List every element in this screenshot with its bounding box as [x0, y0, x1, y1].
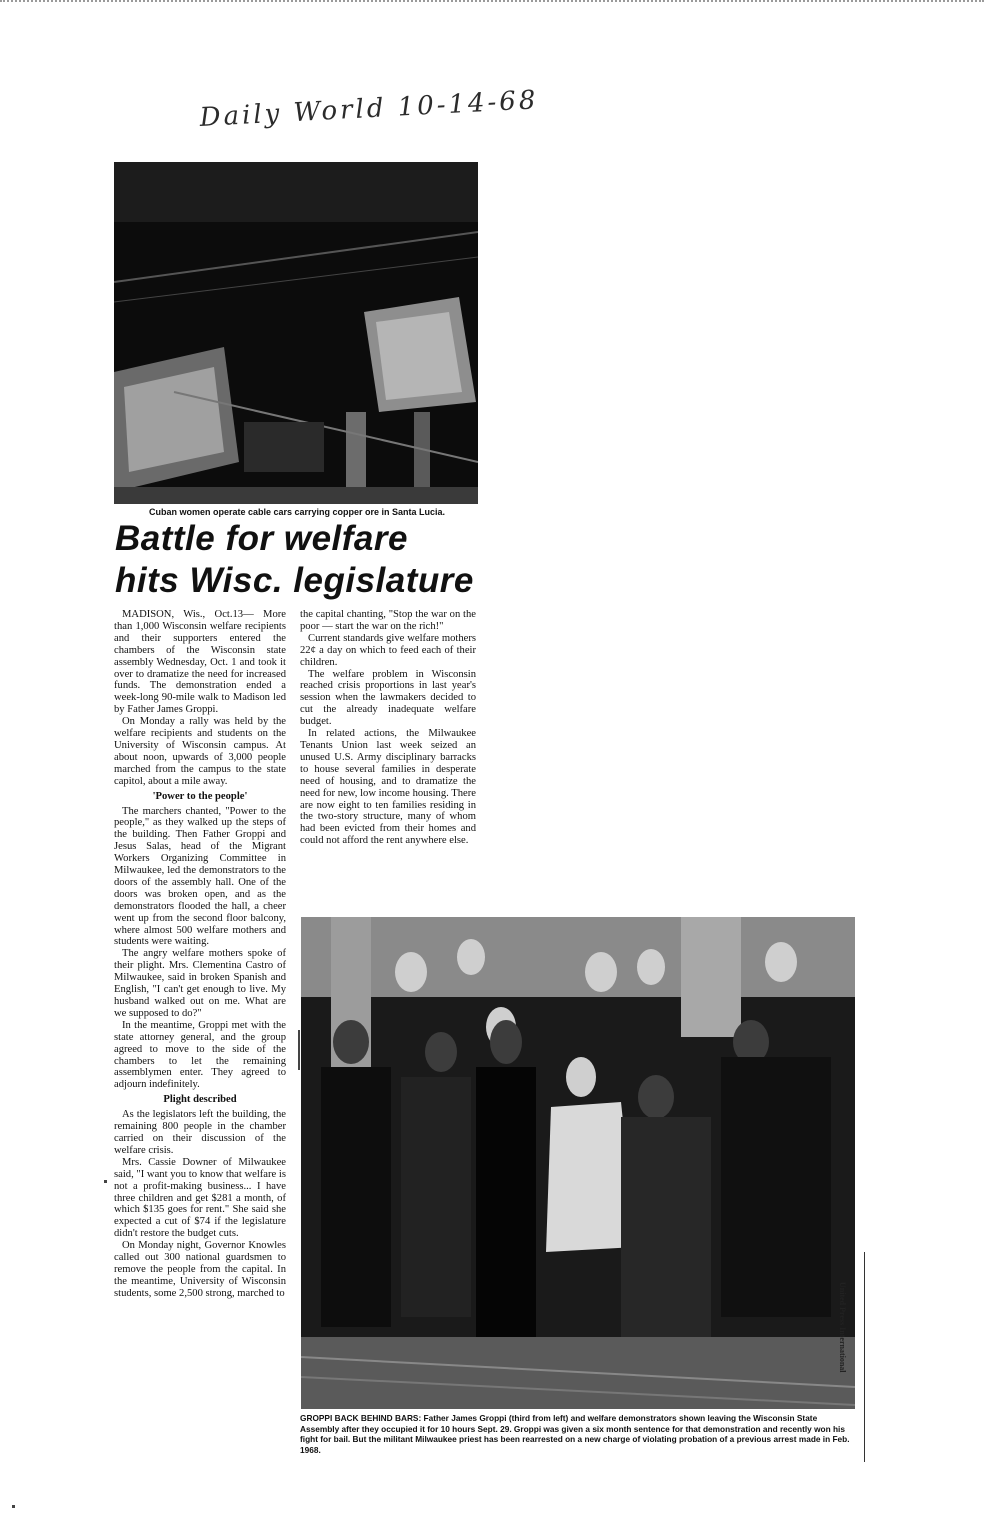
handwritten-date-note: Daily World 10-14-68: [198, 85, 540, 133]
photo-credit: United Press International: [838, 1282, 847, 1373]
page-top-perforation: [0, 0, 984, 2]
demonstrators-photo: [301, 917, 855, 1409]
caption-text: Father James Groppi (third from left) and welfare demonstrators shown leaving the Wisconsin State Assembly after they occupied it for 10 hours Sept. 29. Groppi was given a six month sentence for that demonstration and recently won his fight for bail. But the militant Milwaukee priest has been rearrested on a new charge of violating probation of a previous arrest made in Feb. 1968.: [300, 1413, 850, 1455]
bottom-photo-caption: [300, 1413, 855, 1455]
article-column-2: [300, 609, 476, 847]
article-subhead: 'Power to the people': [152, 790, 248, 802]
photo-side-rule: [864, 1252, 865, 1462]
article-paragraph: Mrs. Cassie Downer of Milwaukee said, "I want you to know that welfare is not a profit-making business... I have three children and get $281 a month, of which $135 goes for rent." She said she expected a cut of $74 if the legislature didn't restore the budget cuts.: [114, 1156, 286, 1240]
article-paragraph: On Monday night, Governor Knowles called out 300 national guardsmen to remove the people from the capital. In the meantime, University of Wisconsin students, some 2,500 strong, marched to: [114, 1240, 286, 1299]
top-photo-caption: Cuban women operate cable cars carrying copper ore in Santa Lucia.: [148, 507, 446, 517]
article-paragraph: On Monday a rally was held by the welfare recipients and students on the University of Wisconsin campus. At about noon, upwards of 3,000 people marched from the campus to the state capitol, about a mile away.: [114, 716, 286, 787]
headline-line-2: hits Wisc. legislature: [115, 561, 474, 600]
article-paragraph: MADISON, Wis., Oct.13— More than 1,000 Wisconsin welfare recipients and their supporters entered the chambers of the Wisconsin state assembly Wednesday, Oct. 1 and took it over to dramatize the need for increased funds. The demonstration ended a week-long 90-mile walk to Madison led by Father James Groppi.: [114, 609, 286, 716]
article-subhead: Plight described: [163, 1094, 237, 1106]
article-paragraph: In the meantime, Groppi met with the state attorney general, and the group agreed to move to the side of the chambers to let the remaining assemblymen enter. They agreed to adjourn indefinitely.: [114, 1019, 286, 1091]
article-paragraph: In related actions, the Milwaukee Tenants Union last week seized an unused U.S. Army disciplinary barracks to house several families in desperate need of housing, and to dramatize the need for new, low income housing. There are now eight to ten families residing in the two-story structure, many of whom had been evicted from their homes and could not afford the rent anywhere else.: [300, 728, 476, 847]
cable-car-photo: [114, 162, 478, 504]
article-column-1: [114, 609, 286, 1300]
article-paragraph: The angry welfare mothers spoke of their plight. Mrs. Clementina Castro of Milwaukee, said in broken Spanish and English, "I can't get enough to live. My husband walked out on me. What are we supposed to do?": [114, 948, 286, 1019]
article-paragraph: The welfare problem in Wisconsin reached crisis proportions in last year's session when the lawmakers decided to cut the already inadequate welfare budget.: [300, 668, 476, 728]
article-paragraph: The marchers chanted, "Power to the people," as they walked up the steps of the building. Then Father Groppi and Jesus Salas, head of the Migrant Workers Organizing Committee in Milwaukee, led the demonstrators to the doors of the assembly hall. One of the doors was broken open, and as the demonstrators flooded the hall, a cheer went up from the second floor balcony, where almost 500 welfare mothers and students were waiting.: [114, 805, 286, 948]
headline: [115, 518, 495, 602]
article-paragraph: As the legislators left the building, the remaining 800 people in the chamber carried on their discussion of the welfare crisis.: [114, 1109, 286, 1156]
article-paragraph: the capital chanting, "Stop the war on the poor — start the war on the rich!": [300, 609, 476, 632]
article-paragraph: Current standards give welfare mothers 22¢ a day on which to feed each of their children.: [300, 632, 476, 668]
scan-speck: [12, 1505, 15, 1508]
headline-line-1: Battle for welfare: [115, 519, 408, 558]
scan-mark: [298, 1030, 300, 1070]
caption-lead: GROPPI BACK BEHIND BARS:: [300, 1413, 422, 1423]
scan-speck: [104, 1180, 107, 1183]
